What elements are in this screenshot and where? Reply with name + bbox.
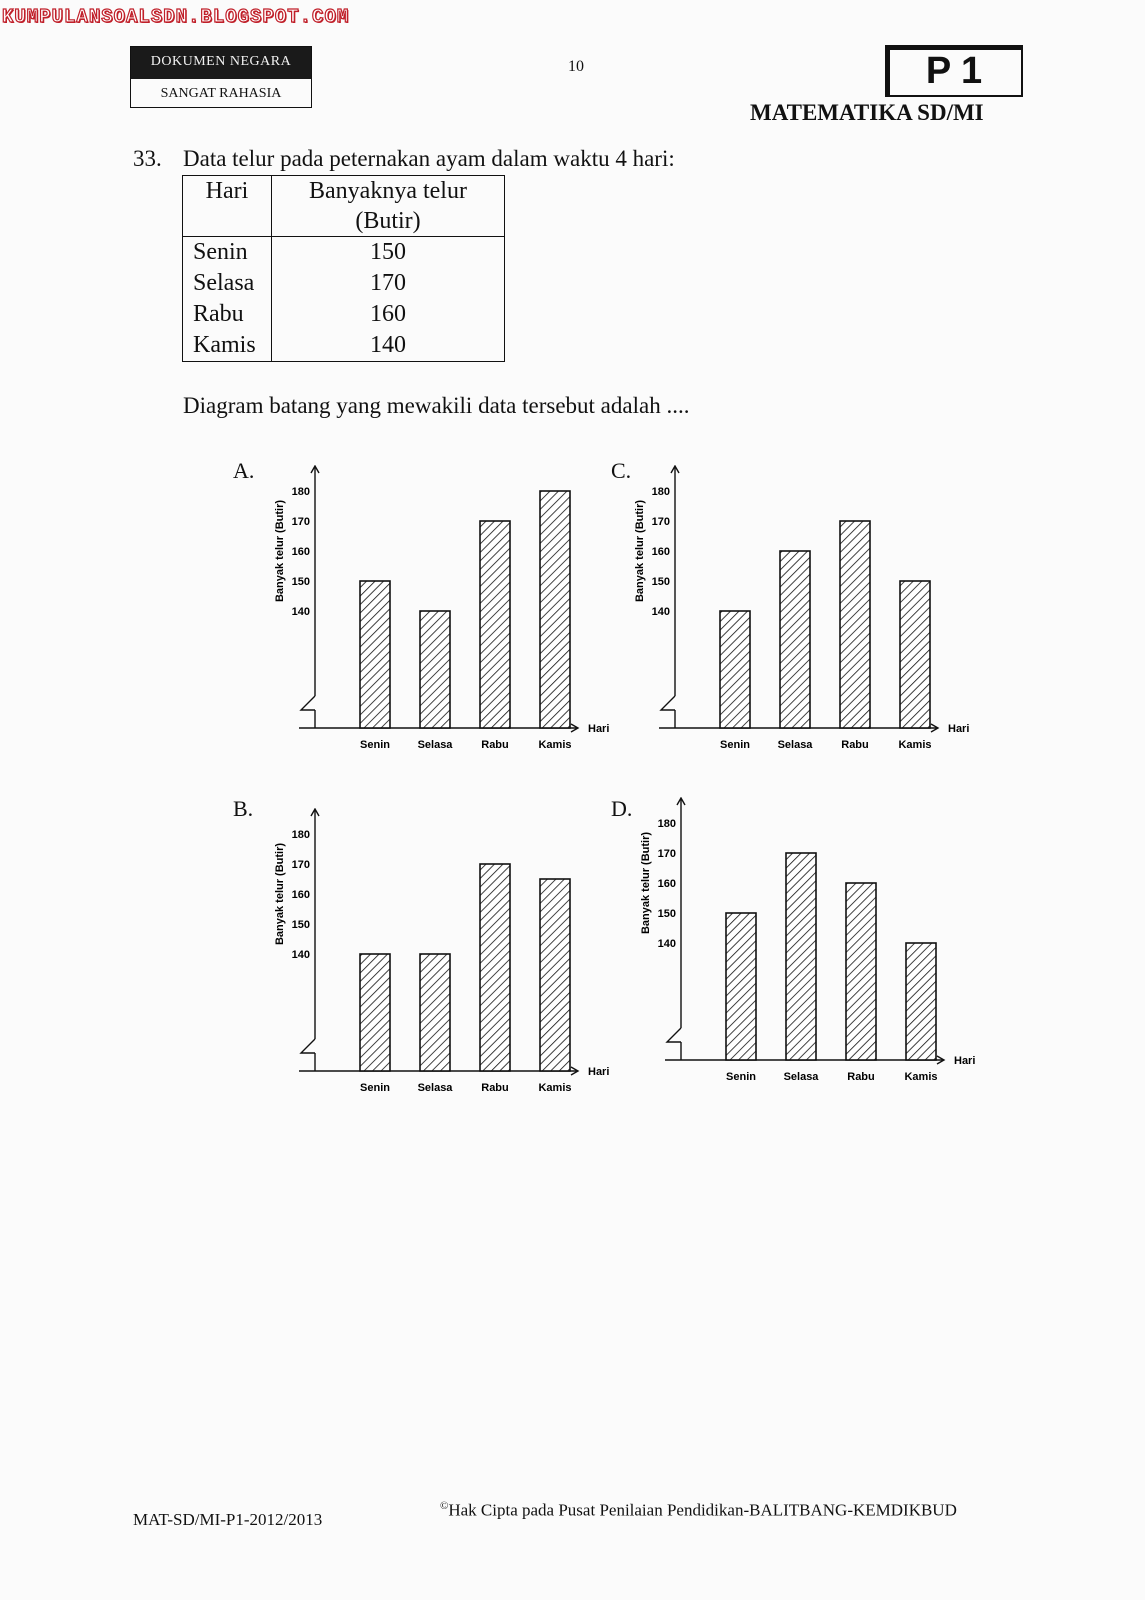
y-tick-label: 140: [291, 949, 310, 961]
subject-title: MATEMATIKA SD/MI: [750, 100, 984, 125]
x-tick-label: Kamis: [904, 1071, 938, 1083]
bar-kamis: [540, 879, 570, 1071]
x-tick-label: Selasa: [417, 1082, 453, 1094]
bar-rabu: [840, 521, 870, 728]
option-d-label[interactable]: D.: [611, 796, 633, 821]
y-tick-label: 140: [657, 938, 676, 950]
bar-rabu: [846, 883, 876, 1060]
option-a-label[interactable]: A.: [233, 458, 255, 483]
table-row: [183, 268, 505, 299]
table-cell-count: 150: [370, 239, 406, 265]
question-prompt: Diagram batang yang mewakili data tersebut adalah ....: [183, 393, 690, 418]
bar-selasa: [780, 551, 810, 728]
option-b-label[interactable]: B.: [233, 796, 254, 821]
table-cell-day: Rabu: [183, 299, 272, 330]
y-tick-label: 170: [291, 859, 310, 871]
site-watermark: KUMPULANSOALSDN.BLOGSPOT.COM: [2, 6, 350, 28]
table-cell-count: 170: [370, 270, 406, 296]
option-c-label[interactable]: C.: [611, 458, 632, 483]
x-axis-label: Hari: [588, 1066, 610, 1078]
y-tick-label: 150: [657, 908, 676, 920]
x-tick-label: Rabu: [481, 739, 509, 751]
x-tick-label: Rabu: [481, 1082, 509, 1094]
bar-chart-option-d[interactable]: [636, 797, 996, 1107]
y-tick-label: 170: [651, 516, 670, 528]
x-tick-label: Senin: [360, 1082, 390, 1094]
table-row: [183, 330, 505, 362]
y-tick-label: 170: [291, 516, 310, 528]
table-cell-count: 140: [370, 332, 406, 358]
bar-rabu: [480, 521, 510, 728]
bar-senin: [360, 954, 390, 1071]
bar-senin: [360, 581, 390, 728]
y-tick-label: 150: [651, 576, 670, 588]
table-cell-count: 160: [370, 301, 406, 327]
bar-chart-option-c[interactable]: [630, 465, 990, 775]
y-tick-label: 160: [291, 546, 310, 558]
doc-classification-line2: SANGAT RAHASIA: [160, 86, 282, 101]
bar-selasa: [786, 853, 816, 1060]
table-cell-day: Kamis: [183, 330, 272, 362]
page-number: 10: [568, 58, 584, 75]
y-tick-label: 160: [291, 889, 310, 901]
x-axis-label: Hari: [588, 723, 610, 735]
y-tick-label: 170: [657, 848, 676, 860]
paper-code-box: P 1: [885, 45, 1023, 97]
y-tick-label: 180: [291, 829, 310, 841]
x-tick-label: Selasa: [783, 1071, 819, 1083]
table-row: [183, 237, 505, 269]
footer-code: MAT-SD/MI-P1-2012/2013: [133, 1510, 323, 1529]
table-cell-day: Selasa: [183, 268, 272, 299]
x-tick-label: Kamis: [538, 1082, 572, 1094]
question-number: 33.: [133, 146, 162, 171]
bar-chart-option-a[interactable]: [270, 465, 630, 775]
y-axis-label: Banyak telur (Butir): [274, 842, 286, 946]
y-tick-label: 150: [291, 919, 310, 931]
bar-rabu: [480, 864, 510, 1071]
y-tick-label: 160: [657, 878, 676, 890]
x-axis-label: Hari: [954, 1055, 976, 1067]
x-tick-label: Senin: [720, 739, 750, 751]
y-axis-label: Banyak telur (Butir): [640, 831, 652, 935]
y-tick-label: 180: [657, 818, 676, 830]
bar-chart-option-b[interactable]: [270, 808, 630, 1118]
bar-kamis: [906, 943, 936, 1060]
x-axis-label: Hari: [948, 723, 970, 735]
x-tick-label: Senin: [360, 739, 390, 751]
y-tick-label: 180: [651, 486, 670, 498]
bar-kamis: [540, 491, 570, 728]
y-axis-label: Banyak telur (Butir): [634, 499, 646, 603]
table-row: [183, 299, 505, 330]
bar-senin: [726, 913, 756, 1060]
table-header-count-line2: (Butir): [355, 208, 421, 234]
egg-data-table: [182, 175, 505, 362]
table-header-day: Hari: [183, 176, 272, 237]
question-text: Data telur pada peternakan ayam dalam waktu 4 hari:: [183, 146, 675, 171]
x-tick-label: Senin: [726, 1071, 756, 1083]
bar-selasa: [420, 954, 450, 1071]
x-tick-label: Selasa: [417, 739, 453, 751]
y-axis-label: Banyak telur (Butir): [274, 499, 286, 603]
y-tick-label: 150: [291, 576, 310, 588]
footer-copyright: [440, 1500, 957, 1521]
y-tick-label: 140: [651, 606, 670, 618]
table-header-count: [272, 176, 505, 237]
document-classification-box: [130, 46, 312, 108]
table-cell-day: Senin: [183, 237, 272, 269]
y-tick-label: 160: [651, 546, 670, 558]
bar-selasa: [420, 611, 450, 728]
y-tick-label: 140: [291, 606, 310, 618]
x-tick-label: Rabu: [847, 1071, 875, 1083]
bar-kamis: [900, 581, 930, 728]
table-header-count-line1: Banyaknya telur: [309, 178, 467, 204]
x-tick-label: Kamis: [898, 739, 932, 751]
x-tick-label: Rabu: [841, 739, 869, 751]
copyright-symbol: ©: [440, 1500, 449, 1512]
x-tick-label: Kamis: [538, 739, 572, 751]
copyright-text: Hak Cipta pada Pusat Penilaian Pendidikan-BALITBANG-KEMDIKBUD: [448, 1500, 957, 1520]
x-tick-label: Selasa: [777, 739, 813, 751]
y-tick-label: 180: [291, 486, 310, 498]
bar-senin: [720, 611, 750, 728]
doc-classification-line1: DOKUMEN NEGARA: [131, 47, 311, 79]
